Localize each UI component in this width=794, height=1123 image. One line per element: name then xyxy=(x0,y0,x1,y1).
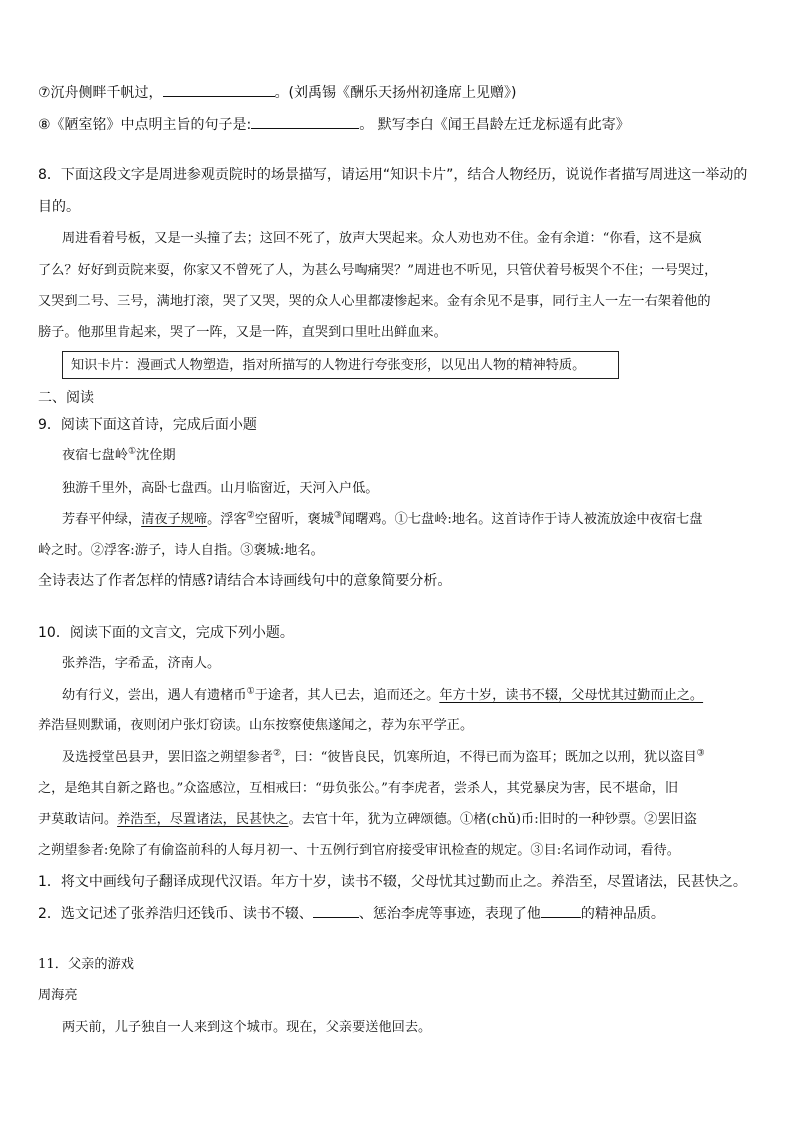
q7-blank-1[interactable] xyxy=(163,82,275,97)
q9-title: 9．阅读下面这首诗，完成后面小题 xyxy=(38,417,257,433)
q8-prompt-line-1: 8．下面这段文字是周进参观贡院时的场景描写，请运用“知识卡片”，结合人物经历，说说作者描写周进这一举动的 xyxy=(38,167,748,183)
q10-blank-1[interactable] xyxy=(313,903,359,918)
section-title: 二、阅读 xyxy=(38,390,94,406)
q8-passage-line: 周进看着号板，又是一头撞了去；这回不死了，放声大哭起来。众人劝也劝不住。金有余道：“你看，这不是疯 xyxy=(62,231,702,246)
knowledge-card xyxy=(62,351,619,379)
classical-text-line: 张养浩，字希孟，济南人。 xyxy=(62,656,221,671)
q10-sub-question-2: 2．选文记述了张养浩归还钱币、读书不辍、 、惩治李虎等事迹，表现了他 的精神品质。 xyxy=(38,903,665,924)
q11-title: 11．父亲的游戏 xyxy=(38,957,134,972)
q10-sub-question-1: 1．将文中画线句子翻译成现代汉语。年方十岁，读书不辍，父母忧其过勤而止之。养浩至，尽置诸法，民甚快之。 xyxy=(38,874,747,890)
q8-passage-line: 膀子。他那里肯起来，哭了一阵，又是一阵，直哭到口里吐出鲜血来。 xyxy=(38,325,447,340)
classical-text-line: 及选授堂邑县尹，罢旧盗之朔望参者②，曰：“彼皆良民，饥寒所迫，不得已而为盗耳；既加之以刑，犹以盗目③ xyxy=(62,748,705,765)
q10-blank-2[interactable] xyxy=(541,903,581,918)
q11-paragraph: 两天前，儿子独自一人来到这个城市。现在，父亲要送他回去。 xyxy=(62,1020,432,1035)
poem-title: 夜宿七盘岭①沈佺期 xyxy=(62,446,176,463)
q7-line8: ⑧《陋室铭》中点明主旨的句子是: 。 默写李白《闻王昌龄左迁龙标遥有此寄》 xyxy=(38,114,630,135)
knowledge-card-text: 知识卡片：漫画式人物塑造，指对所描写的人物进行夸张变形，以见出人物的精神特质。 xyxy=(71,358,586,373)
q8-passage-line: 了么？好好到贡院来耍，你家又不曾死了人，为甚么号啕痛哭？”周进也不听见，只管伏着号板哭个不住；一号哭过， xyxy=(38,263,718,278)
poem-notes: 岭之时。②浮客:游子，诗人自指。③褒城:地名。 xyxy=(38,543,324,558)
q10-title: 10．阅读下面的文言文，完成下列小题。 xyxy=(38,625,294,641)
q9-question: 全诗表达了作者怎样的情感?请结合本诗画线句中的意象简要分析。 xyxy=(38,573,452,589)
classical-text-line: 尹莫敢诘问。养浩至，尽置诸法，民甚快之。去官十年，犹为立碑颂德。①楮(chǔ)币:旧时的一种钞票。②罢旧盗 xyxy=(38,812,697,827)
classical-text-line: 之朔望参者:免除了有偷盗前科的人每月初一、十五例行到官府接受审讯检查的规定。③目:名词作动词，看待。 xyxy=(38,843,680,858)
classical-text-line: 之，是绝其自新之路也。”众盗感泣，互相戒曰：“毋负张公。”有李虎者，尝杀人，其党暴戾为害，民不堪命，旧 xyxy=(38,781,679,796)
classical-text-line: 幼有行义，尝出，遇人有遗楮币①于途者，其人已去，追而还之。年方十岁，读书不辍，父母忧其过勤而止之。 xyxy=(62,686,704,703)
poem-line-2: 芳春平仲绿，清夜子规啼。浮客②空留听，褒城③闻曙鸡。①七盘岭:地名。这首诗作于诗人被流放途中夜宿七盘 xyxy=(62,510,703,527)
underlined-line: 清夜子规啼 xyxy=(141,512,208,527)
q7-blank-2[interactable] xyxy=(251,114,359,129)
underlined-sentence: 年方十岁，读书不辍，父母忧其过勤而止之。 xyxy=(439,688,704,703)
classical-text-line: 养浩昼则默诵，夜则闭户张灯窃读。山东按察使焦遂闻之，荐为东平学正。 xyxy=(38,718,474,733)
q7-line7: ⑦沉舟侧畔千帆过， 。(刘禹锡《酬乐天扬州初逢席上见赠》) xyxy=(38,82,517,103)
q8-prompt-line-2: 目的。 xyxy=(38,199,80,215)
q11-author: 周海亮 xyxy=(38,988,78,1003)
q8-passage-line: 又哭到二号、三号，满地打滚，哭了又哭，哭的众人心里都凄惨起来。金有余见不是事，同行主人一左一右架着他的 xyxy=(38,294,711,309)
underlined-sentence: 养浩至，尽置诸法，民甚快之 xyxy=(117,812,289,827)
poem-line-1: 独游千里外，高卧七盘西。山月临窗近，天河入户低。 xyxy=(62,481,379,496)
